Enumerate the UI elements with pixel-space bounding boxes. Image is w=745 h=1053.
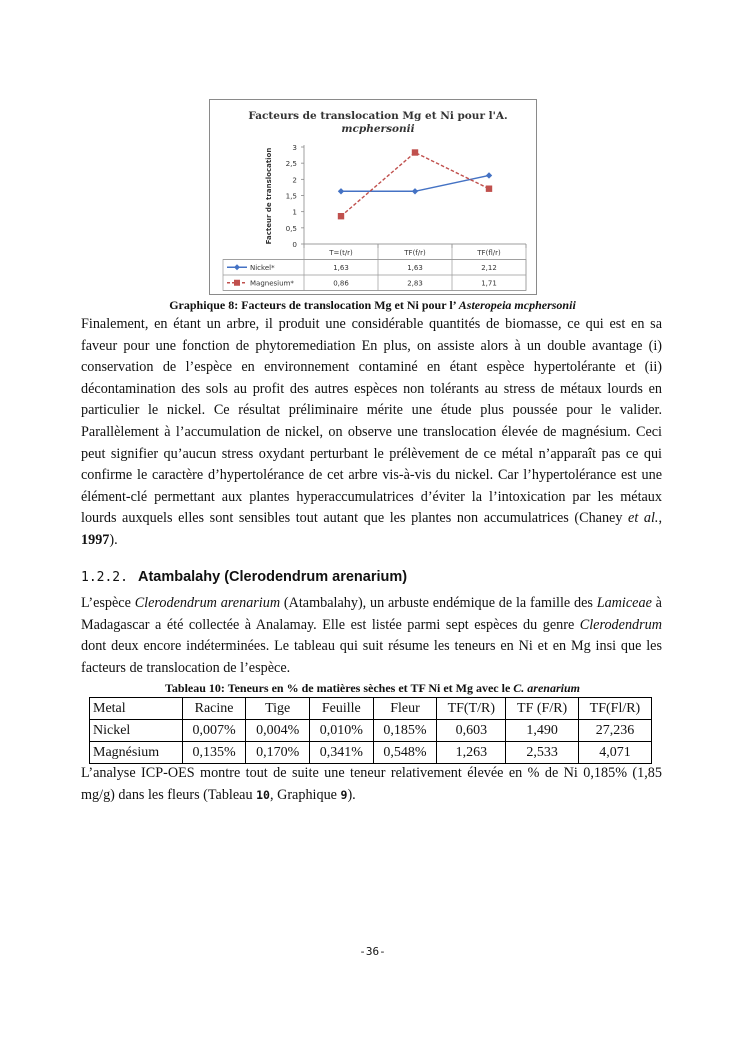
y-tick-label: 1,5 (285, 191, 297, 201)
x-category-label: T=(t/r) (329, 249, 353, 257)
y-tick-label: 2 (292, 175, 297, 185)
paragraph-2-text-2: (Atambalahy), un arbuste endémique de la famille des (280, 595, 597, 611)
section-number: 1.2.2. (81, 570, 128, 585)
table-cell: 0,007% (182, 720, 246, 742)
table-cell: Nickel (90, 720, 183, 742)
legend-label: Magnesium* (250, 279, 294, 288)
chart-y-axis-label: Facteur de translocation (265, 147, 273, 245)
citation-year: 1997 (81, 531, 110, 548)
figure-caption (0, 298, 745, 313)
paragraph-2-text-4: dont deux encore indéterminées. Le tableau qui suit résume les teneurs en Ni et en Mg insi que les facteurs de translocation de l’espèce. (81, 638, 662, 676)
chart-title-line2: mcphersonii (341, 123, 415, 135)
citation-comma: , (658, 510, 662, 527)
paragraph-1-text: Finalement, en étant un arbre, il produit une considérable quantités de biomasse, ce qui est en sa faveur pour une fonction de phytoremediation En plus, on assiste alors à un double avantage (i) conservation de l’espèce en environnement contaminé en étant espèce hypertolérante et (ii) décontamination des sols au profit des autres espèces non tolérants au stress de métaux lourds en particulier le nickel. Ce résultat préliminaire mérite une étude plus poussée pour le valider. Parallèlement à l’accumulation de nickel, on observe une translocation élevée de magnésium. Ceci peut signifier qu’aucun stress oxydant perturbant le prélèvement de ce métal n’apparaît pas ce qui confirme le caractère d’hypertolérance de cet arbre vis-à-vis du nickel. Car l’hypertolérance est une élément-clé permettant aux plantes hyperaccumulatrices d’éviter la l’intoxication par les métaux lourds auxquels elles sont sensibles tout autant que les plantes non accumulatrices (Chaney (81, 316, 662, 527)
nickel-data-point (338, 188, 344, 194)
nickel-data-point (412, 188, 418, 194)
paragraph-3-text-2: , Graphique (269, 786, 341, 803)
data-value-label: 1,63 (333, 263, 349, 272)
table-cell: 0,603 (437, 720, 506, 742)
y-tick-label: 2,5 (285, 159, 297, 169)
table-header-cell: Feuille (310, 698, 374, 720)
table-cell: 2,533 (506, 742, 579, 764)
legend-label: Nickel* (250, 263, 275, 272)
table-header-cell: Tige (246, 698, 310, 720)
paragraph-3-text-3: ). (347, 786, 356, 803)
table-reference: 10 (256, 787, 270, 802)
paragraph-1 (81, 314, 662, 552)
table-caption-species: C. arenarium (513, 681, 580, 695)
paragraph-2-text-3: à Madagascar a été collectée à Analamay. Elle est listée parmi sept espèces du genre (81, 595, 662, 633)
family-lamiceae: Lamiceae (596, 595, 652, 611)
citation-etal: et al. (628, 510, 659, 527)
section-heading (81, 569, 407, 585)
table-cell: Magnésium (90, 742, 183, 764)
data-value-label: 0,86 (333, 279, 349, 288)
table-row (90, 742, 652, 764)
paragraph-3 (81, 763, 662, 806)
graph-reference: 9 (340, 787, 348, 802)
magnesium-data-point (412, 149, 418, 155)
table-caption-text: Tableau 10: Teneurs en % de matières sèches et TF Ni et Mg avec le (165, 681, 514, 695)
table-header-row (90, 698, 652, 720)
section-title: Atambalahy (Clerodendrum arenarium) (137, 569, 408, 585)
data-table (89, 697, 652, 764)
table-cell: 0,004% (246, 720, 310, 742)
table-cell: 27,236 (578, 720, 651, 742)
table-cell: 0,185% (373, 720, 437, 742)
y-tick-label: 1 (292, 207, 297, 217)
table-caption (0, 681, 745, 696)
chart-grid (286, 143, 526, 249)
citation-end: ). (109, 531, 118, 548)
legend-marker (234, 264, 240, 270)
table-header-cell: Racine (182, 698, 246, 720)
x-category-label: TF(f/r) (404, 249, 426, 257)
y-tick-label: 0,5 (285, 223, 297, 233)
page-number: -36- (359, 945, 386, 958)
chart-title-line1: Facteurs de translocation Mg et Ni pour l'A. (248, 110, 508, 122)
table-cell: 0,010% (310, 720, 374, 742)
table-header-cell: TF(T/R) (437, 698, 506, 720)
translocation-chart (210, 100, 536, 294)
chart-marks (338, 149, 492, 219)
figure-caption-species: Asteropeia mcphersonii (458, 298, 576, 312)
table-cell: 1,263 (437, 742, 506, 764)
species-clerodendrum-arenarium: Clerodendrum arenarium (134, 595, 281, 611)
x-category-label: TF(fl/r) (477, 249, 501, 257)
table-cell: 0,170% (246, 742, 310, 764)
y-tick-label: 0 (292, 240, 297, 249)
table-cell: 1,490 (506, 720, 579, 742)
legend-marker (234, 280, 240, 286)
table-cell: 0,341% (310, 742, 374, 764)
paragraph-2 (81, 593, 662, 679)
table-cell: 4,071 (578, 742, 651, 764)
genus-clerodendrum: Clerodendrum (579, 616, 662, 633)
nickel-data-point (486, 172, 492, 178)
series-line-magnesium (341, 152, 489, 216)
chart-data-table (223, 244, 526, 291)
table-header-cell: Fleur (373, 698, 437, 720)
table-row (90, 720, 652, 742)
magnesium-data-point (486, 186, 492, 192)
magnesium-data-point (338, 213, 344, 219)
chart-figure (209, 99, 537, 295)
data-value-label: 2,83 (407, 279, 423, 288)
table-header-cell: Metal (90, 698, 183, 720)
y-tick-label: 3 (292, 143, 297, 152)
table-header-cell: TF(Fl/R) (578, 698, 651, 720)
figure-caption-text: Graphique 8: Facteurs de translocation Mg et Ni pour l’ (169, 298, 459, 312)
data-value-label: 1,71 (481, 279, 497, 288)
table-header-cell: TF (F/R) (506, 698, 579, 720)
data-value-label: 2,12 (481, 263, 497, 272)
data-value-label: 1,63 (407, 263, 423, 272)
paragraph-2-text-1: L’espèce (81, 595, 135, 611)
table-cell: 0,548% (373, 742, 437, 764)
table-cell: 0,135% (182, 742, 246, 764)
paragraph-3-text-1: L’analyse ICP-OES montre tout de suite une teneur relativement élevée en % de Ni 0,185% (1,85 mg/g) dans les fleurs (Tableau (81, 765, 662, 803)
